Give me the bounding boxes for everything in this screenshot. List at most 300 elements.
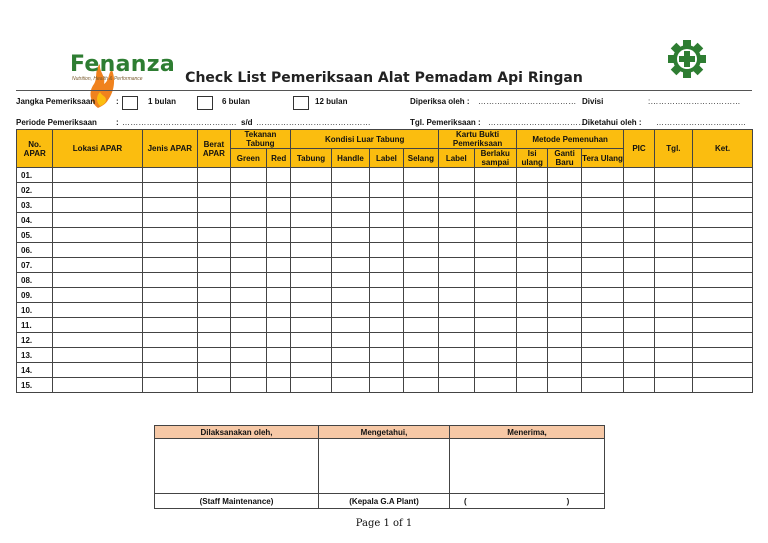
table-cell[interactable] (53, 363, 142, 378)
table-cell[interactable] (439, 378, 474, 393)
sign-name-kepala: (Kepala G.A Plant) (319, 494, 450, 509)
table-cell[interactable] (403, 333, 438, 348)
table-cell[interactable] (230, 168, 266, 183)
table-cell[interactable] (439, 243, 474, 258)
table-cell[interactable] (624, 243, 654, 258)
table-cell[interactable] (291, 183, 331, 198)
subheader-kartu-label: Label (439, 149, 474, 168)
table-cell[interactable] (693, 168, 753, 183)
subheader-tabung: Tabung (291, 149, 331, 168)
table-cell[interactable] (693, 348, 753, 363)
table-cell[interactable] (267, 363, 291, 378)
table-cell[interactable] (230, 243, 266, 258)
table-cell[interactable] (291, 303, 331, 318)
table-cell[interactable] (654, 213, 692, 228)
sign-name-staff: (Staff Maintenance) (155, 494, 319, 509)
table-cell[interactable] (198, 168, 230, 183)
table-cell[interactable] (291, 333, 331, 348)
table-cell[interactable] (517, 348, 548, 363)
table-cell[interactable] (693, 303, 753, 318)
table-cell[interactable] (53, 213, 142, 228)
signature-table (154, 425, 605, 509)
table-cell[interactable] (517, 258, 548, 273)
table-cell[interactable] (331, 318, 369, 333)
option-1-bulan: 1 bulan (148, 97, 177, 106)
table-cell[interactable] (548, 333, 581, 348)
table-cell[interactable] (53, 303, 142, 318)
table-cell[interactable] (403, 288, 438, 303)
table-cell[interactable] (230, 228, 266, 243)
table-cell[interactable] (142, 228, 198, 243)
table-cell[interactable] (548, 228, 581, 243)
table-cell[interactable] (53, 228, 142, 243)
checkbox-12-bulan[interactable] (293, 96, 309, 110)
table-cell[interactable] (267, 198, 291, 213)
table-cell[interactable] (581, 183, 624, 198)
table-cell[interactable] (370, 258, 403, 273)
sign-space-mengetahui[interactable] (319, 439, 450, 494)
table-cell[interactable] (693, 378, 753, 393)
table-cell[interactable] (403, 273, 438, 288)
table-cell[interactable] (624, 348, 654, 363)
table-cell[interactable] (331, 198, 369, 213)
table-cell[interactable] (370, 378, 403, 393)
table-cell[interactable] (624, 228, 654, 243)
table-cell[interactable] (548, 303, 581, 318)
table-cell[interactable] (142, 378, 198, 393)
table-cell[interactable] (267, 288, 291, 303)
table-cell[interactable] (267, 348, 291, 363)
table-cell[interactable] (474, 303, 517, 318)
table-cell[interactable] (439, 168, 474, 183)
table-cell[interactable] (654, 363, 692, 378)
table-cell[interactable] (517, 228, 548, 243)
table-cell[interactable] (403, 363, 438, 378)
signature-header-row (155, 426, 605, 439)
table-cell[interactable] (654, 288, 692, 303)
table-cell[interactable] (291, 378, 331, 393)
table-cell[interactable] (439, 363, 474, 378)
table-cell[interactable] (474, 288, 517, 303)
table-cell[interactable] (439, 288, 474, 303)
table-cell[interactable] (474, 333, 517, 348)
table-cell[interactable] (230, 333, 266, 348)
table-cell[interactable] (142, 258, 198, 273)
table-cell[interactable] (654, 333, 692, 348)
table-cell[interactable] (474, 258, 517, 273)
checkbox-6-bulan[interactable] (197, 96, 213, 110)
table-cell[interactable] (403, 348, 438, 363)
table-cell[interactable] (267, 378, 291, 393)
table-cell[interactable] (53, 258, 142, 273)
table-cell[interactable] (331, 213, 369, 228)
table-cell[interactable] (474, 168, 517, 183)
table-cell[interactable] (693, 213, 753, 228)
table-cell[interactable] (370, 168, 403, 183)
table-cell[interactable] (331, 378, 369, 393)
table-cell[interactable] (474, 243, 517, 258)
table-row (17, 318, 753, 333)
sign-header-mengetahui: Mengetahui, (319, 426, 450, 439)
table-cell[interactable] (624, 258, 654, 273)
table-cell[interactable] (370, 318, 403, 333)
row-number: 06. (17, 243, 53, 258)
table-cell[interactable] (517, 318, 548, 333)
table-cell[interactable] (291, 213, 331, 228)
periode-from-field[interactable]: …………………………………… (122, 118, 237, 127)
table-row (17, 378, 753, 393)
table-cell[interactable] (267, 273, 291, 288)
table-cell[interactable] (517, 303, 548, 318)
table-cell[interactable] (198, 333, 230, 348)
table-cell[interactable] (267, 183, 291, 198)
table-cell[interactable] (474, 198, 517, 213)
table-cell[interactable] (654, 273, 692, 288)
table-cell[interactable] (439, 348, 474, 363)
table-cell[interactable] (548, 288, 581, 303)
table-cell[interactable] (403, 183, 438, 198)
jangka-row (16, 97, 752, 111)
row-number: 01. (17, 168, 53, 183)
table-cell[interactable] (331, 303, 369, 318)
table-cell[interactable] (474, 273, 517, 288)
table-cell[interactable] (624, 378, 654, 393)
table-cell[interactable] (548, 378, 581, 393)
table-cell[interactable] (581, 348, 624, 363)
table-cell[interactable] (331, 168, 369, 183)
table-cell[interactable] (267, 303, 291, 318)
table-cell[interactable] (654, 378, 692, 393)
table-cell[interactable] (403, 258, 438, 273)
divisi-field[interactable]: :…………………………… (648, 97, 741, 106)
table-cell[interactable] (53, 348, 142, 363)
table-cell[interactable] (581, 243, 624, 258)
table-cell[interactable] (548, 318, 581, 333)
table-cell[interactable] (198, 258, 230, 273)
table-cell[interactable] (198, 213, 230, 228)
table-cell[interactable] (142, 288, 198, 303)
table-cell[interactable] (517, 183, 548, 198)
table-cell[interactable] (230, 273, 266, 288)
table-cell[interactable] (142, 183, 198, 198)
table-cell[interactable] (548, 213, 581, 228)
table-cell[interactable] (230, 258, 266, 273)
table-cell[interactable] (267, 168, 291, 183)
table-cell[interactable] (331, 288, 369, 303)
table-cell[interactable] (142, 348, 198, 363)
table-cell[interactable] (53, 183, 142, 198)
table-cell[interactable] (291, 318, 331, 333)
table-cell[interactable] (403, 318, 438, 333)
table-cell[interactable] (517, 213, 548, 228)
periode-to-field[interactable]: …………………………………… (256, 118, 371, 127)
table-cell[interactable] (548, 258, 581, 273)
table-cell[interactable] (331, 243, 369, 258)
table-cell[interactable] (439, 303, 474, 318)
table-cell[interactable] (142, 243, 198, 258)
table-cell[interactable] (370, 243, 403, 258)
table-cell[interactable] (548, 273, 581, 288)
tgl-pemeriksaan-field[interactable]: ……………………………… (488, 118, 587, 127)
table-cell[interactable] (53, 333, 142, 348)
table-cell[interactable] (548, 168, 581, 183)
table-cell[interactable] (517, 378, 548, 393)
table-cell[interactable] (230, 348, 266, 363)
table-cell[interactable] (403, 303, 438, 318)
table-cell[interactable] (291, 288, 331, 303)
table-cell[interactable] (198, 288, 230, 303)
table-cell[interactable] (230, 183, 266, 198)
diketahui-label: Diketahui oleh : (582, 118, 642, 127)
table-cell[interactable] (693, 333, 753, 348)
sign-space-dilaksanakan[interactable] (155, 439, 319, 494)
table-cell[interactable] (370, 198, 403, 213)
table-cell[interactable] (548, 183, 581, 198)
table-cell[interactable] (624, 183, 654, 198)
table-cell[interactable] (439, 228, 474, 243)
table-cell[interactable] (474, 318, 517, 333)
row-number: 15. (17, 378, 53, 393)
table-cell[interactable] (267, 318, 291, 333)
table-cell[interactable] (142, 198, 198, 213)
subheader-isi-ulang: Isi ulang (517, 149, 548, 168)
table-cell[interactable] (624, 303, 654, 318)
table-cell[interactable] (291, 228, 331, 243)
table-cell[interactable] (439, 183, 474, 198)
table-cell[interactable] (142, 303, 198, 318)
table-cell[interactable] (517, 243, 548, 258)
table-body (17, 168, 753, 393)
table-cell[interactable] (142, 168, 198, 183)
table-cell[interactable] (581, 333, 624, 348)
table-cell[interactable] (403, 378, 438, 393)
table-cell[interactable] (517, 273, 548, 288)
table-cell[interactable] (654, 258, 692, 273)
sign-space-menerima[interactable] (450, 439, 605, 494)
table-cell[interactable] (331, 333, 369, 348)
table-cell[interactable] (624, 198, 654, 213)
table-row (17, 213, 753, 228)
table-cell[interactable] (331, 363, 369, 378)
table-cell[interactable] (142, 273, 198, 288)
table-cell[interactable] (693, 288, 753, 303)
table-cell[interactable] (291, 348, 331, 363)
table-cell[interactable] (439, 333, 474, 348)
table-cell[interactable] (517, 168, 548, 183)
table-cell[interactable] (291, 273, 331, 288)
table-cell[interactable] (53, 318, 142, 333)
table-cell[interactable] (581, 288, 624, 303)
table-cell[interactable] (581, 258, 624, 273)
table-cell[interactable] (370, 183, 403, 198)
table-cell[interactable] (517, 288, 548, 303)
table-cell[interactable] (267, 258, 291, 273)
table-cell[interactable] (624, 288, 654, 303)
table-cell[interactable] (439, 318, 474, 333)
table-cell[interactable] (53, 198, 142, 213)
table-cell[interactable] (517, 363, 548, 378)
table-cell[interactable] (370, 273, 403, 288)
sign-header-menerima: Menerima, (450, 426, 605, 439)
table-cell[interactable] (331, 228, 369, 243)
table-cell[interactable] (53, 168, 142, 183)
table-cell[interactable] (291, 243, 331, 258)
table-row (17, 243, 753, 258)
table-cell[interactable] (53, 288, 142, 303)
table-cell[interactable] (291, 363, 331, 378)
table-cell[interactable] (624, 363, 654, 378)
table-cell[interactable] (548, 243, 581, 258)
table-cell[interactable] (142, 333, 198, 348)
table-cell[interactable] (654, 348, 692, 363)
table-cell[interactable] (624, 318, 654, 333)
table-cell[interactable] (439, 213, 474, 228)
table-cell[interactable] (370, 228, 403, 243)
periode-label: Periode Pemeriksaan (16, 118, 97, 127)
table-cell[interactable] (693, 273, 753, 288)
table-cell[interactable] (198, 348, 230, 363)
table-cell[interactable] (198, 198, 230, 213)
diketahui-field[interactable]: …………………………… (656, 118, 747, 127)
table-cell[interactable] (370, 333, 403, 348)
table-cell[interactable] (474, 348, 517, 363)
table-cell[interactable] (581, 198, 624, 213)
table-cell[interactable] (693, 198, 753, 213)
table-cell[interactable] (230, 288, 266, 303)
table-cell[interactable] (142, 363, 198, 378)
table-cell[interactable] (581, 363, 624, 378)
table-cell[interactable] (517, 333, 548, 348)
table-cell[interactable] (581, 228, 624, 243)
subheader-handle: Handle (331, 149, 369, 168)
table-cell[interactable] (53, 243, 142, 258)
table-cell[interactable] (654, 183, 692, 198)
table-cell[interactable] (198, 243, 230, 258)
sign-header-dilaksanakan: Dilaksanakan oleh, (155, 426, 319, 439)
table-cell[interactable] (198, 318, 230, 333)
table-cell[interactable] (548, 198, 581, 213)
table-cell[interactable] (581, 318, 624, 333)
table-cell[interactable] (403, 168, 438, 183)
table-cell[interactable] (654, 318, 692, 333)
table-cell[interactable] (291, 198, 331, 213)
table-cell[interactable] (230, 318, 266, 333)
table-cell[interactable] (654, 198, 692, 213)
table-cell[interactable] (198, 273, 230, 288)
table-cell[interactable] (654, 228, 692, 243)
table-cell[interactable] (439, 198, 474, 213)
table-cell[interactable] (439, 258, 474, 273)
subheader-berlaku: Berlaku sampai (474, 149, 517, 168)
title-divider (16, 90, 752, 91)
table-cell[interactable] (581, 273, 624, 288)
table-cell[interactable] (370, 348, 403, 363)
table-cell[interactable] (693, 258, 753, 273)
table-cell[interactable] (230, 378, 266, 393)
table-cell[interactable] (267, 243, 291, 258)
table-cell[interactable] (370, 213, 403, 228)
table-cell[interactable] (654, 243, 692, 258)
table-cell[interactable] (624, 168, 654, 183)
table-cell[interactable] (517, 198, 548, 213)
diperiksa-label: Diperiksa oleh : (410, 97, 470, 106)
table-cell[interactable] (267, 213, 291, 228)
signature-footer-row (155, 494, 605, 509)
table-cell[interactable] (403, 228, 438, 243)
table-cell[interactable] (624, 213, 654, 228)
table-cell[interactable] (291, 168, 331, 183)
option-6-bulan: 6 bulan (222, 97, 251, 106)
table-cell[interactable] (53, 378, 142, 393)
table-cell[interactable] (230, 303, 266, 318)
table-cell[interactable] (198, 183, 230, 198)
table-cell[interactable] (474, 228, 517, 243)
diperiksa-field[interactable]: ……………………………… (478, 97, 577, 106)
table-cell[interactable] (581, 168, 624, 183)
table-cell[interactable] (142, 318, 198, 333)
table-cell[interactable] (693, 318, 753, 333)
table-cell[interactable] (439, 273, 474, 288)
table-cell[interactable] (474, 213, 517, 228)
table-cell[interactable] (142, 213, 198, 228)
table-row (17, 258, 753, 273)
table-cell[interactable] (693, 183, 753, 198)
table-cell[interactable] (693, 243, 753, 258)
table-cell[interactable] (370, 288, 403, 303)
table-cell[interactable] (548, 348, 581, 363)
table-cell[interactable] (331, 258, 369, 273)
table-cell[interactable] (581, 378, 624, 393)
table-cell[interactable] (267, 228, 291, 243)
table-cell[interactable] (654, 168, 692, 183)
table-row (17, 273, 753, 288)
table-cell[interactable] (403, 213, 438, 228)
table-cell[interactable] (198, 378, 230, 393)
table-cell[interactable] (53, 273, 142, 288)
table-cell[interactable] (230, 213, 266, 228)
row-number: 10. (17, 303, 53, 318)
table-cell[interactable] (230, 363, 266, 378)
table-cell[interactable] (291, 258, 331, 273)
table-cell[interactable] (624, 273, 654, 288)
table-cell[interactable] (403, 198, 438, 213)
table-cell[interactable] (198, 228, 230, 243)
table-cell[interactable] (370, 303, 403, 318)
table-cell[interactable] (693, 363, 753, 378)
table-cell[interactable] (693, 228, 753, 243)
table-cell[interactable] (331, 273, 369, 288)
subheader-ganti-baru: Ganti Baru (548, 149, 581, 168)
table-cell[interactable] (331, 183, 369, 198)
checkbox-1-bulan[interactable] (122, 96, 138, 110)
table-cell[interactable] (624, 333, 654, 348)
table-cell[interactable] (230, 198, 266, 213)
table-cell[interactable] (198, 363, 230, 378)
table-cell[interactable] (654, 303, 692, 318)
table-cell[interactable] (581, 213, 624, 228)
table-cell[interactable] (370, 363, 403, 378)
table-cell[interactable] (267, 333, 291, 348)
row-number: 05. (17, 228, 53, 243)
table-cell[interactable] (331, 348, 369, 363)
table-cell[interactable] (548, 363, 581, 378)
table-cell[interactable] (581, 303, 624, 318)
table-cell[interactable] (474, 183, 517, 198)
table-cell[interactable] (474, 378, 517, 393)
table-cell[interactable] (474, 363, 517, 378)
table-cell[interactable] (198, 303, 230, 318)
table-cell[interactable] (403, 243, 438, 258)
